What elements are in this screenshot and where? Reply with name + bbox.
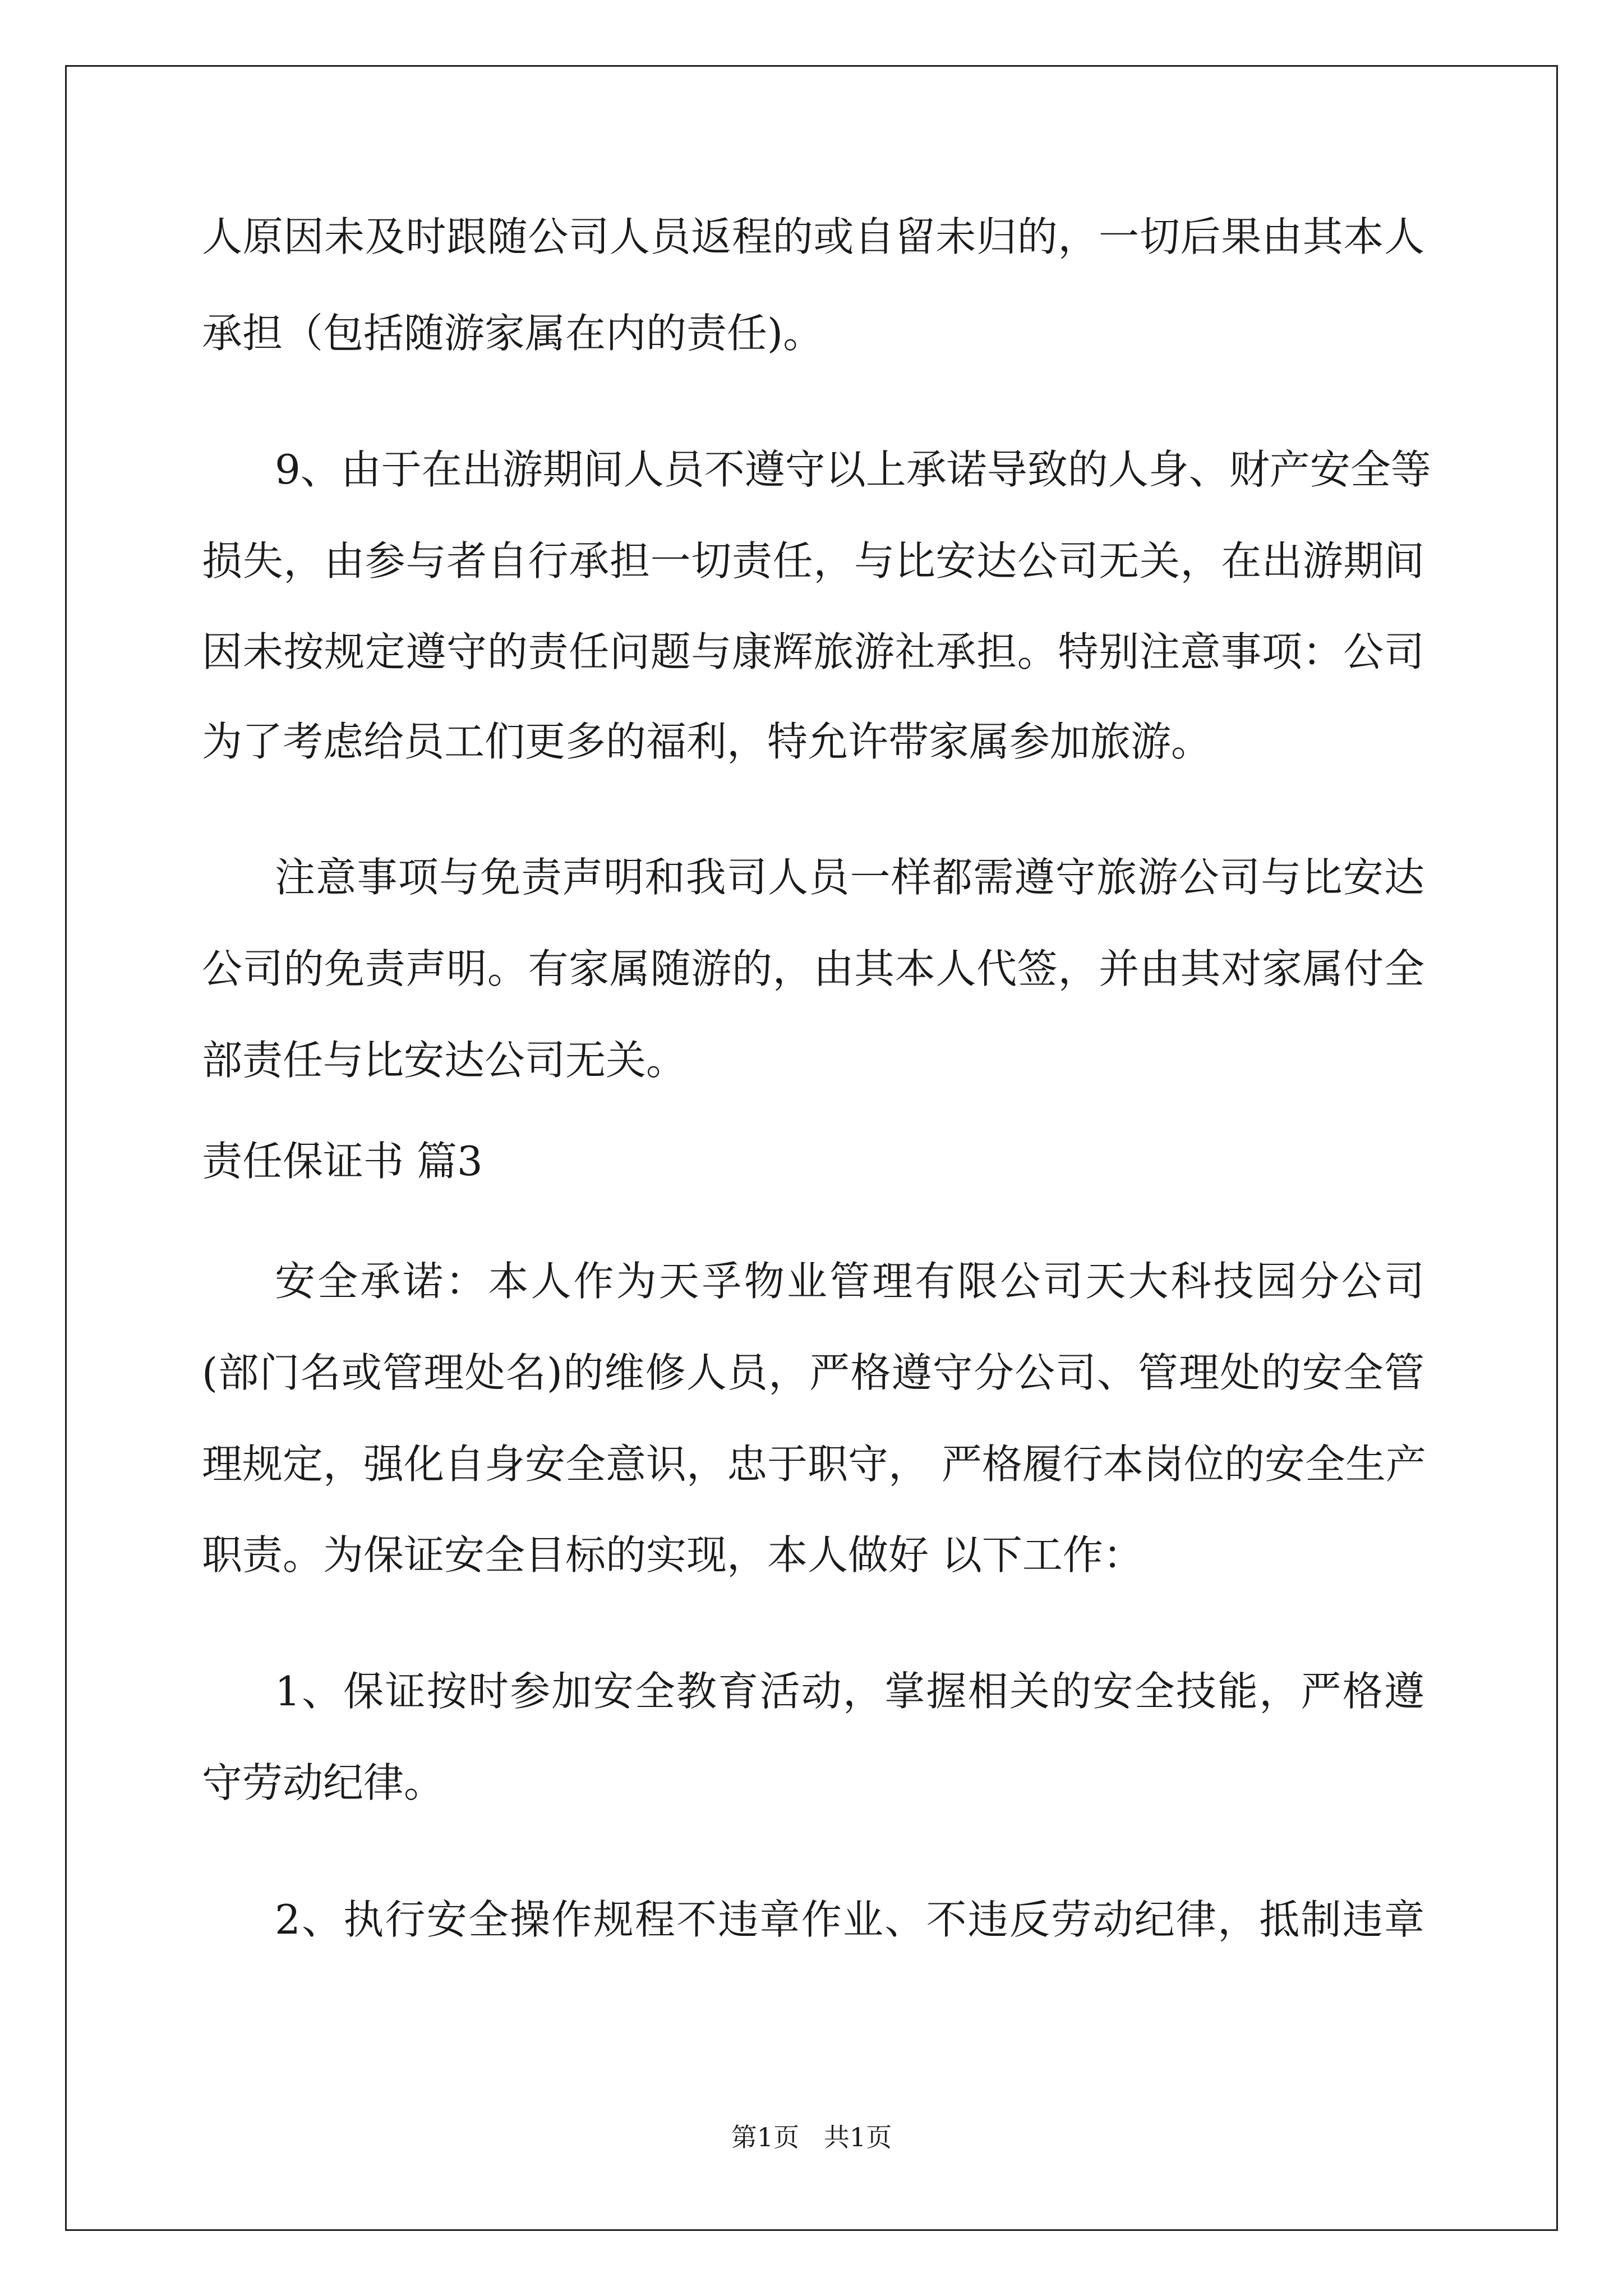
text-line: 职责。为保证安全目标的实现，本人做好 以下工作： (202, 1531, 1144, 1579)
text-line: 守劳动纪律。 (202, 1759, 445, 1806)
paragraph-line: 1、保证按时参加安全教育活动，掌握相关的安全技能，严格遵 (275, 1668, 1424, 1715)
paragraph-line: 2、执行安全操作规程不违章作业、不违反劳动纪律，抵制违章 (275, 1896, 1424, 1943)
paragraph-line: 9、由于在出游期间人员不遵守以上承诺导致的人身、财产安全等 (275, 446, 1431, 493)
text-line: 公司的免责声明。有家属随游的，由其本人代签，并由其对家属付全 (202, 945, 1424, 992)
text-line: 承担（包括随游家属在内的责任)。 (202, 310, 824, 357)
paragraph-line: 注意事项与免责声明和我司人员一样都需遵守旅游公司与比安达 (275, 854, 1424, 901)
page-number-footer: 第1页 共1页 (731, 2122, 892, 2152)
text-line: 部责任与比安达公司无关。 (202, 1037, 687, 1084)
text-line: 损失，由参与者自行承担一切责任，与比安达公司无关，在出游期间 (202, 537, 1424, 585)
text-line: 因未按规定遵守的责任问题与康辉旅游社承担。特别注意事项：公司 (202, 628, 1424, 675)
paragraph-line: 安全承诺：本人作为天孚物业管理有限公司天大科技园分公司 (275, 1258, 1424, 1305)
text-line: 理规定，强化自身安全意识，忠于职守， 严格履行本岗位的安全生产 (202, 1441, 1426, 1488)
text-line: 人原因未及时跟随公司人员返程的或自留未归的，一切后果由其本人 (202, 213, 1424, 260)
text-line: 为了考虑给员工们更多的福利，特允许带家属参加旅游。 (202, 718, 1212, 765)
section-heading: 责任保证书 篇3 (202, 1138, 483, 1185)
text-line: (部门名或管理处名)的维修人员，严格遵守分公司、管理处的安全管 (202, 1349, 1424, 1396)
